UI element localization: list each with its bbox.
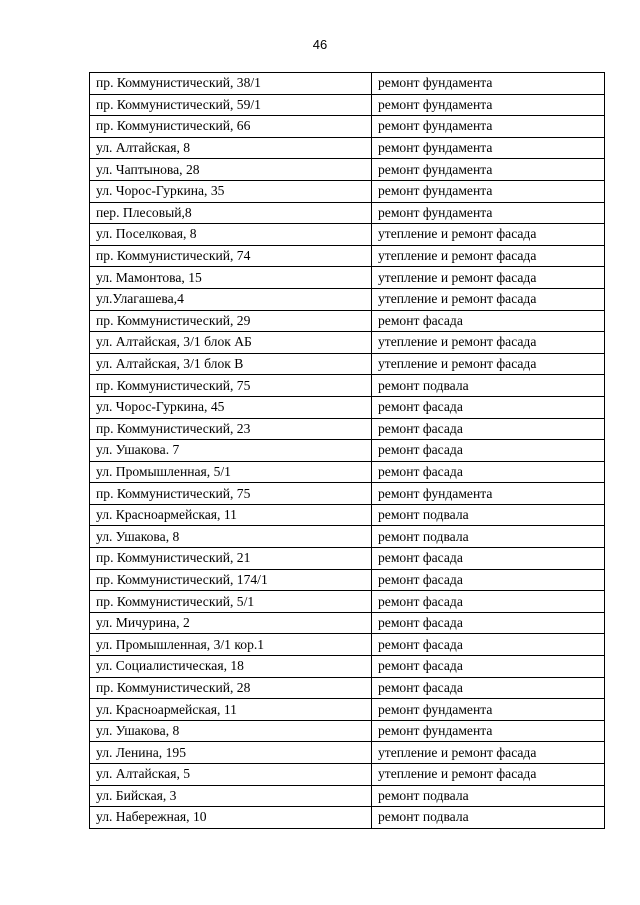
work-type-cell: утепление и ремонт фасада	[372, 245, 605, 267]
page-number: 46	[312, 37, 328, 52]
address-cell: ул. Мамонтова, 15	[90, 267, 372, 289]
table-row	[90, 785, 605, 807]
table-row	[90, 569, 605, 591]
address-cell: пр. Коммунистический, 75	[90, 483, 372, 505]
table-row	[90, 224, 605, 246]
work-type-cell: утепление и ремонт фасада	[372, 353, 605, 375]
address-cell: пер. Плесовый,8	[90, 202, 372, 224]
work-type-cell: ремонт фундамента	[372, 180, 605, 202]
table-body	[90, 73, 605, 829]
table-row	[90, 310, 605, 332]
work-type-cell: утепление и ремонт фасада	[372, 332, 605, 354]
work-type-cell: ремонт подвала	[372, 807, 605, 829]
work-type-cell: ремонт фундамента	[372, 137, 605, 159]
address-cell: ул. Набережная, 10	[90, 807, 372, 829]
table-row	[90, 461, 605, 483]
work-type-cell: ремонт фасада	[372, 396, 605, 418]
address-cell: пр. Коммунистический, 29	[90, 310, 372, 332]
work-type-cell: ремонт фундамента	[372, 483, 605, 505]
work-type-cell: ремонт фасада	[372, 569, 605, 591]
table-row	[90, 699, 605, 721]
work-type-cell: ремонт фасада	[372, 612, 605, 634]
work-type-cell: ремонт фундамента	[372, 116, 605, 138]
work-type-cell: утепление и ремонт фасада	[372, 224, 605, 246]
table-row	[90, 807, 605, 829]
table-row	[90, 116, 605, 138]
table-row	[90, 353, 605, 375]
table-row	[90, 159, 605, 181]
work-type-cell: ремонт фасада	[372, 634, 605, 656]
address-cell: ул. Красноармейская, 11	[90, 699, 372, 721]
table-row	[90, 245, 605, 267]
address-cell: пр. Коммунистический, 75	[90, 375, 372, 397]
table-row	[90, 137, 605, 159]
table-row	[90, 504, 605, 526]
table-row	[90, 418, 605, 440]
table-row	[90, 375, 605, 397]
table-row	[90, 656, 605, 678]
work-type-cell: ремонт фундамента	[372, 159, 605, 181]
address-cell: ул. Ленина, 195	[90, 742, 372, 764]
work-type-cell: ремонт фундамента	[372, 202, 605, 224]
address-cell: ул. Чаптынова, 28	[90, 159, 372, 181]
table-row	[90, 591, 605, 613]
work-type-cell: ремонт подвала	[372, 785, 605, 807]
table-row	[90, 180, 605, 202]
address-cell: ул. Ушакова. 7	[90, 440, 372, 462]
work-type-cell: утепление и ремонт фасада	[372, 764, 605, 786]
work-type-cell: ремонт фундамента	[372, 720, 605, 742]
address-cell: пр. Коммунистический, 38/1	[90, 73, 372, 95]
address-cell: ул. Красноармейская, 11	[90, 504, 372, 526]
work-type-cell: ремонт фундамента	[372, 94, 605, 116]
work-type-cell: утепление и ремонт фасада	[372, 288, 605, 310]
work-type-cell: ремонт фасада	[372, 677, 605, 699]
table-row	[90, 202, 605, 224]
work-type-cell: ремонт фасада	[372, 310, 605, 332]
address-cell: ул. Алтайская, 3/1 блок В	[90, 353, 372, 375]
address-cell: ул. Социалистическая, 18	[90, 656, 372, 678]
address-cell: ул. Поселковая, 8	[90, 224, 372, 246]
address-cell: ул. Алтайская, 3/1 блок АБ	[90, 332, 372, 354]
table-row	[90, 94, 605, 116]
work-type-cell: ремонт фундамента	[372, 73, 605, 95]
work-type-cell: ремонт фундамента	[372, 699, 605, 721]
address-cell: ул.Улагашева,4	[90, 288, 372, 310]
work-type-cell: ремонт фасада	[372, 591, 605, 613]
address-cell: пр. Коммунистический, 66	[90, 116, 372, 138]
address-cell: ул. Чорос-Гуркина, 45	[90, 396, 372, 418]
address-cell: пр. Коммунистический, 28	[90, 677, 372, 699]
address-cell: пр. Коммунистический, 74	[90, 245, 372, 267]
table-row	[90, 742, 605, 764]
work-type-cell: ремонт подвала	[372, 504, 605, 526]
work-type-cell: ремонт фасада	[372, 548, 605, 570]
address-cell: пр. Коммунистический, 21	[90, 548, 372, 570]
address-cell: пр. Коммунистический, 59/1	[90, 94, 372, 116]
table-row	[90, 634, 605, 656]
work-type-cell: ремонт фасада	[372, 461, 605, 483]
table-row	[90, 526, 605, 548]
address-cell: пр. Коммунистический, 23	[90, 418, 372, 440]
table-row	[90, 396, 605, 418]
work-type-cell: ремонт фасада	[372, 418, 605, 440]
address-cell: ул. Мичурина, 2	[90, 612, 372, 634]
address-cell: ул. Бийская, 3	[90, 785, 372, 807]
table-row	[90, 720, 605, 742]
address-cell: ул. Чорос-Гуркина, 35	[90, 180, 372, 202]
table-row	[90, 288, 605, 310]
table-row	[90, 73, 605, 95]
table-row	[90, 677, 605, 699]
work-type-cell: утепление и ремонт фасада	[372, 267, 605, 289]
address-cell: ул. Ушакова, 8	[90, 720, 372, 742]
work-type-cell: ремонт подвала	[372, 375, 605, 397]
table-row	[90, 548, 605, 570]
work-type-cell: ремонт фасада	[372, 656, 605, 678]
work-type-cell: утепление и ремонт фасада	[372, 742, 605, 764]
address-cell: ул. Алтайская, 8	[90, 137, 372, 159]
address-cell: ул. Промышленная, 5/1	[90, 461, 372, 483]
address-cell: ул. Алтайская, 5	[90, 764, 372, 786]
repair-works-table	[89, 72, 605, 829]
table-row	[90, 612, 605, 634]
address-cell: ул. Ушакова, 8	[90, 526, 372, 548]
address-cell: ул. Промышленная, 3/1 кор.1	[90, 634, 372, 656]
table-row	[90, 764, 605, 786]
work-type-cell: ремонт подвала	[372, 526, 605, 548]
table-row	[90, 440, 605, 462]
table-row	[90, 332, 605, 354]
table-row	[90, 267, 605, 289]
address-cell: пр. Коммунистический, 174/1	[90, 569, 372, 591]
table-row	[90, 483, 605, 505]
work-type-cell: ремонт фасада	[372, 440, 605, 462]
address-cell: пр. Коммунистический, 5/1	[90, 591, 372, 613]
